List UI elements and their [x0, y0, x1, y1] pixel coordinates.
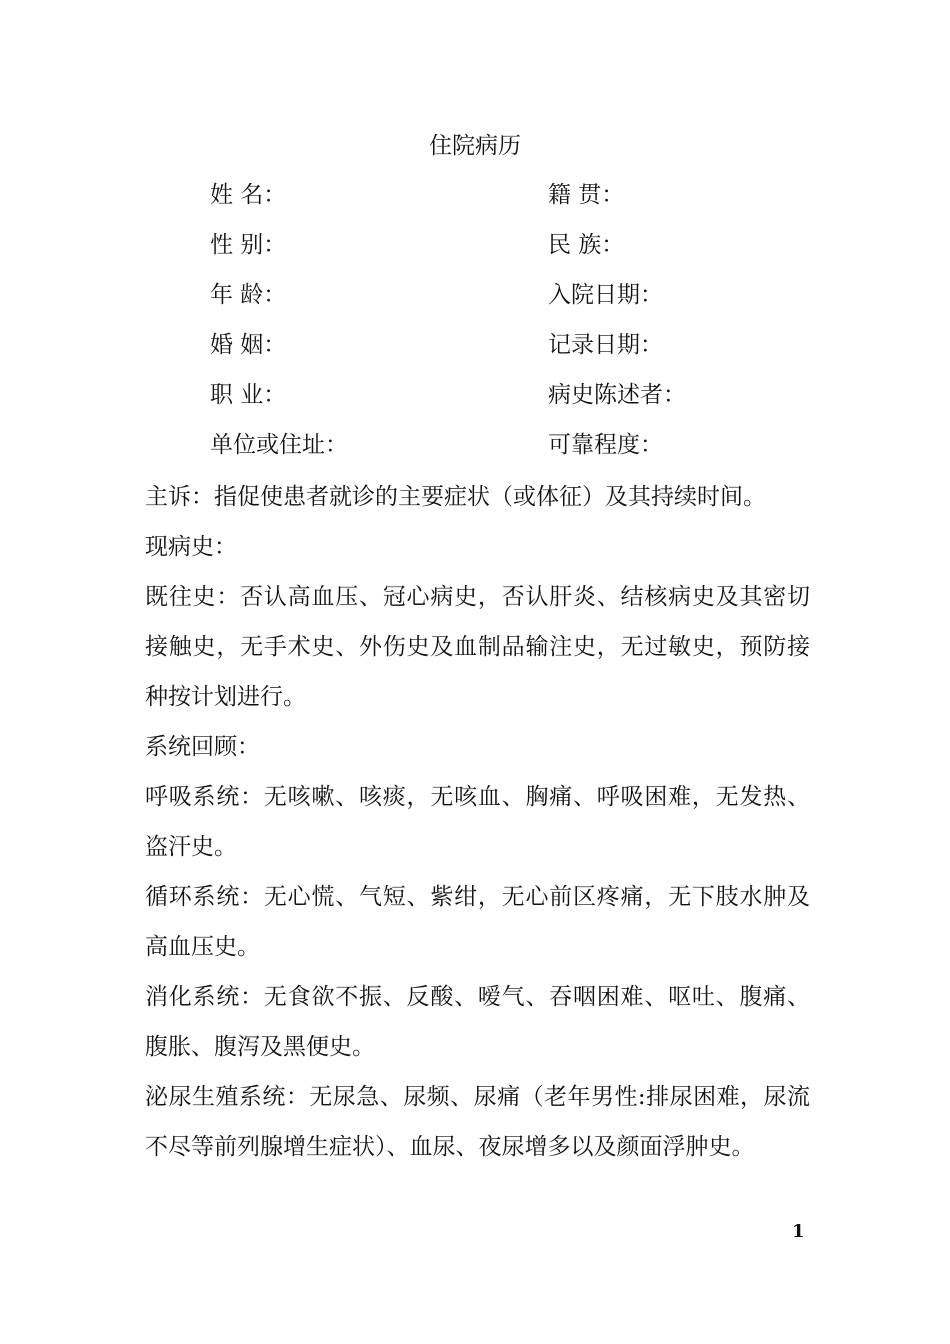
info-row-marital	[210, 322, 770, 372]
info-row-name	[210, 172, 770, 222]
info-row-address	[210, 422, 770, 472]
present-illness-paragraph: 现病史：	[145, 534, 237, 560]
field-occupation-label: 职 业：	[210, 382, 287, 408]
field-age-label: 年 龄：	[210, 282, 287, 308]
field-admission-date-label: 入院日期：	[548, 282, 663, 308]
page-number: 1	[792, 1221, 805, 1242]
field-marital-status-label: 婚 姻：	[210, 332, 287, 358]
field-history-narrator-label: 病史陈述者：	[548, 382, 686, 408]
info-row-gender	[210, 222, 770, 272]
page-title: 住院病历	[429, 133, 521, 159]
circulatory-system-paragraph: 循环系统：无心慌、气短、紫绀，无心前区疼痛，无下肢水肿及高血压史。	[145, 884, 810, 960]
chief-complaint-paragraph: 主诉：指促使患者就诊的主要症状（或体征）及其持续时间。	[145, 484, 766, 510]
field-native-place-label: 籍 贯：	[548, 182, 625, 208]
field-gender-label: 性 别：	[210, 232, 287, 258]
field-address-label: 单位或住址：	[210, 432, 348, 458]
respiratory-system-paragraph: 呼吸系统：无咳嗽、咳痰，无咳血、胸痛、呼吸困难，无发热、盗汗史。	[145, 784, 810, 860]
patient-info-grid	[210, 172, 770, 472]
field-ethnicity-label: 民 族：	[548, 232, 625, 258]
urogenital-system-paragraph: 泌尿生殖系统：无尿急、尿频、尿痛（老年男性:排尿困难，尿流不尽等前列腺增生症状）、血尿、夜尿增多以及颜面浮肿史。	[145, 1084, 810, 1160]
system-review-heading: 系统回顾：	[145, 734, 260, 760]
field-reliability-label: 可靠程度：	[548, 432, 663, 458]
past-history-paragraph: 既往史：否认高血压、冠心病史，否认肝炎、结核病史及其密切接触史，无手术史、外伤史及血制品输注史，无过敏史，预防接种按计划进行。	[145, 584, 810, 710]
digestive-system-paragraph: 消化系统：无食欲不振、反酸、嗳气、吞咽困难、呕吐、腹痛、腹胀、腹泻及黑便史。	[145, 984, 810, 1060]
field-record-date-label: 记录日期：	[548, 332, 663, 358]
medical-history-body	[145, 472, 810, 1172]
field-name-label: 姓 名：	[210, 182, 287, 208]
info-row-age	[210, 272, 770, 322]
info-row-occupation	[210, 372, 770, 422]
